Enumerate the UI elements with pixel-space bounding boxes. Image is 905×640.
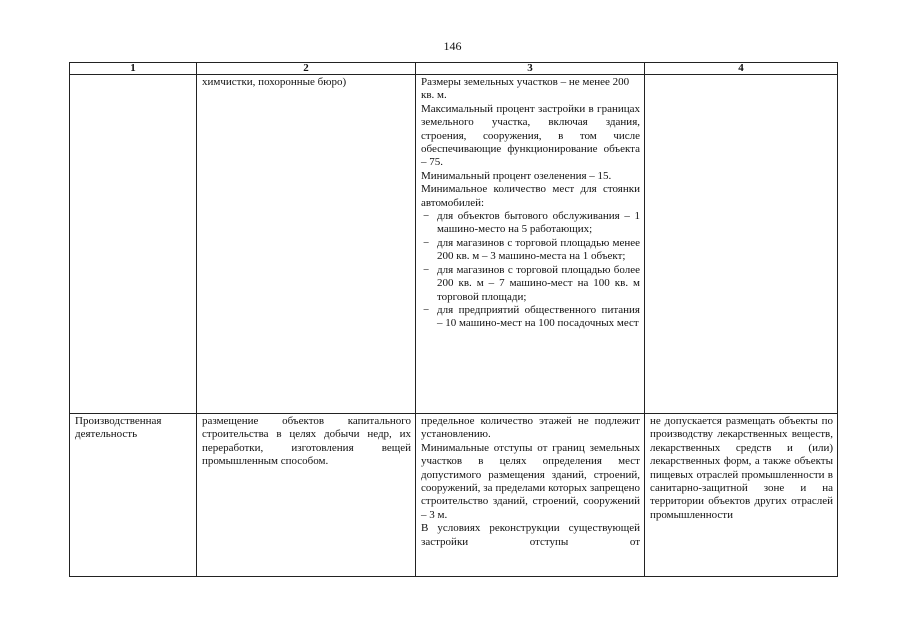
- table-header-row: [70, 63, 838, 75]
- cell-text: химчистки, похоронные бюро): [202, 76, 347, 88]
- cell-row1-col4: [645, 75, 838, 414]
- reconstruction-text: В условиях реконструкции существующей застройки отступы от: [421, 522, 640, 548]
- column-header: 2: [197, 63, 416, 75]
- cell-row2-col4: [645, 414, 838, 577]
- cell-row2-col3: [416, 414, 645, 577]
- min-setbacks-text: Минимальные отступы от границ земельных участков в целях определения мест допустимого размещения зданий, строений, сооружений, за пределами которых запрещено строительство зданий, строений, сооружений – 3 м.: [421, 441, 640, 521]
- column-header: 4: [645, 63, 838, 75]
- max-building-percent-text: Максимальный процент застройки в границах земельного участка, включая здания, строения, сооружения, в том числе обеспечивающие функционирование объекта – 75.: [421, 102, 640, 169]
- column-header: 3: [416, 63, 645, 75]
- floors-limit-text: предельное количество этажей не подлежит установлению.: [421, 415, 640, 441]
- cell-row1-col3: [416, 75, 645, 414]
- regulations-table: [69, 62, 838, 577]
- restrictions-text: не допускается размещать объекты по производству лекарственных веществ, лекарственных средств и (или) лекарственных форм, а также объекты пищевых отраслей промышленности в санитарно-защитной зоне и на территории объектов других отраслей промышленности: [650, 415, 833, 521]
- min-greening-percent-text: Минимальный процент озеленения – 15.: [421, 169, 612, 182]
- land-use-type: Производственная деятельность: [75, 415, 162, 441]
- table-row: [70, 75, 838, 414]
- page-number: 146: [443, 39, 462, 53]
- list-item: − для магазинов с торговой площадью более 200 кв. м – 7 машино-мест на 100 кв. м торговой площади;: [421, 264, 640, 304]
- land-use-description: размещение объектов капитального строительства в целях добычи недр, их переработки, изготовления вещей промышленным способом.: [202, 415, 411, 468]
- table-row: [70, 414, 838, 577]
- list-item: − для магазинов с торговой площадью менее 200 кв. м – 3 машино-места на 1 объект;: [421, 237, 640, 264]
- cell-row2-col1: [70, 414, 197, 577]
- list-item: − для предприятий общественного питания – 10 машино-мест на 100 посадочных мест: [421, 304, 640, 331]
- parking-requirements-list: [421, 210, 640, 331]
- min-parking-text: Минимальное количество мест для стоянки автомобилей:: [421, 183, 640, 209]
- cell-row1-col1: [70, 75, 197, 414]
- cell-row1-col2: [197, 75, 416, 414]
- list-item: − для объектов бытового обслуживания – 1 машино-место на 5 работающих;: [421, 210, 640, 237]
- cell-row2-col2: [197, 414, 416, 577]
- column-header: 1: [70, 63, 197, 75]
- land-plot-size-text: Размеры земельных участков – не менее 200 кв. м.: [421, 76, 630, 102]
